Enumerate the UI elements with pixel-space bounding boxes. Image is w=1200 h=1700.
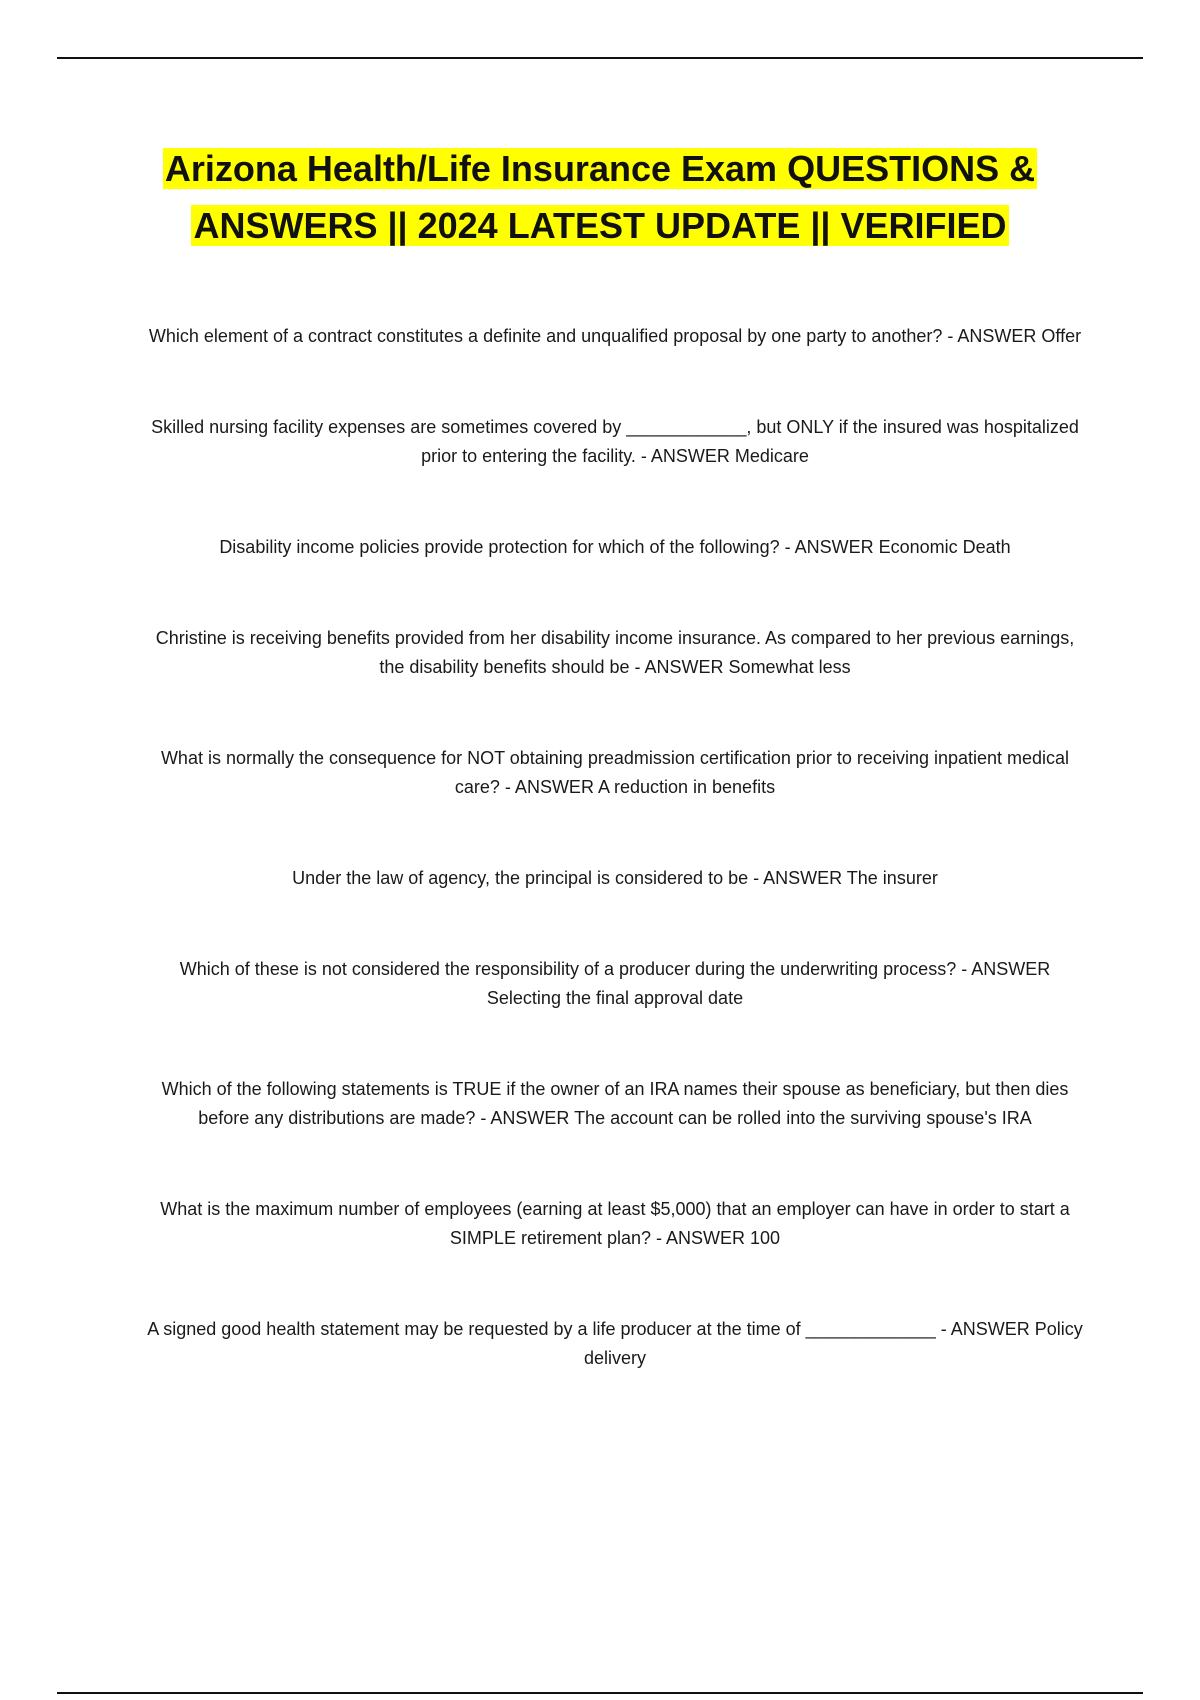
qa-item: Under the law of agency, the principal is considered to be - ANSWER The insurer bbox=[292, 868, 938, 888]
document-title bbox=[100, 140, 1100, 254]
qa-item: Disability income policies provide protection for which of the following? - ANSWER Economic Death bbox=[219, 537, 1011, 557]
bottom-rule bbox=[57, 1692, 1143, 1694]
title-line-2: ANSWERS || 2024 LATEST UPDATE || VERIFIED bbox=[193, 205, 1007, 246]
qa-item: Which of the following statements is TRUE if the owner of an IRA names their spouse as beneficiary, but then dies before any distributions are made? - ANSWER The account can be rolled into the surviving spouse's IRA bbox=[161, 1079, 1069, 1128]
qa-item: What is the maximum number of employees (earning at least $5,000) that an employer can have in order to start a SIMPLE retirement plan? - ANSWER 100 bbox=[160, 1199, 1070, 1248]
qa-list bbox=[145, 322, 1085, 1435]
title-line-1: Arizona Health/Life Insurance Exam QUESTIONS & bbox=[164, 148, 1036, 189]
qa-item: Skilled nursing facility expenses are sometimes covered by ____________, but ONLY if the insured was hospitalized prior to entering the facility. - ANSWER Medicare bbox=[151, 417, 1079, 466]
qa-item: What is normally the consequence for NOT obtaining preadmission certification prior to receiving inpatient medical care? - ANSWER A reduction in benefits bbox=[160, 748, 1070, 797]
top-rule bbox=[57, 57, 1143, 59]
qa-item: A signed good health statement may be requested by a life producer at the time of _____________ - ANSWER Policy delivery bbox=[147, 1319, 1083, 1368]
qa-item: Which of these is not considered the responsibility of a producer during the underwriting process? - ANSWER Selecting the final approval date bbox=[179, 959, 1051, 1008]
qa-item: Which element of a contract constitutes a definite and unqualified proposal by one party to another? - ANSWER Offer bbox=[148, 326, 1082, 346]
qa-item: Christine is receiving benefits provided from her disability income insurance. As compared to her previous earnings, the disability benefits should be - ANSWER Somewhat less bbox=[155, 628, 1075, 677]
